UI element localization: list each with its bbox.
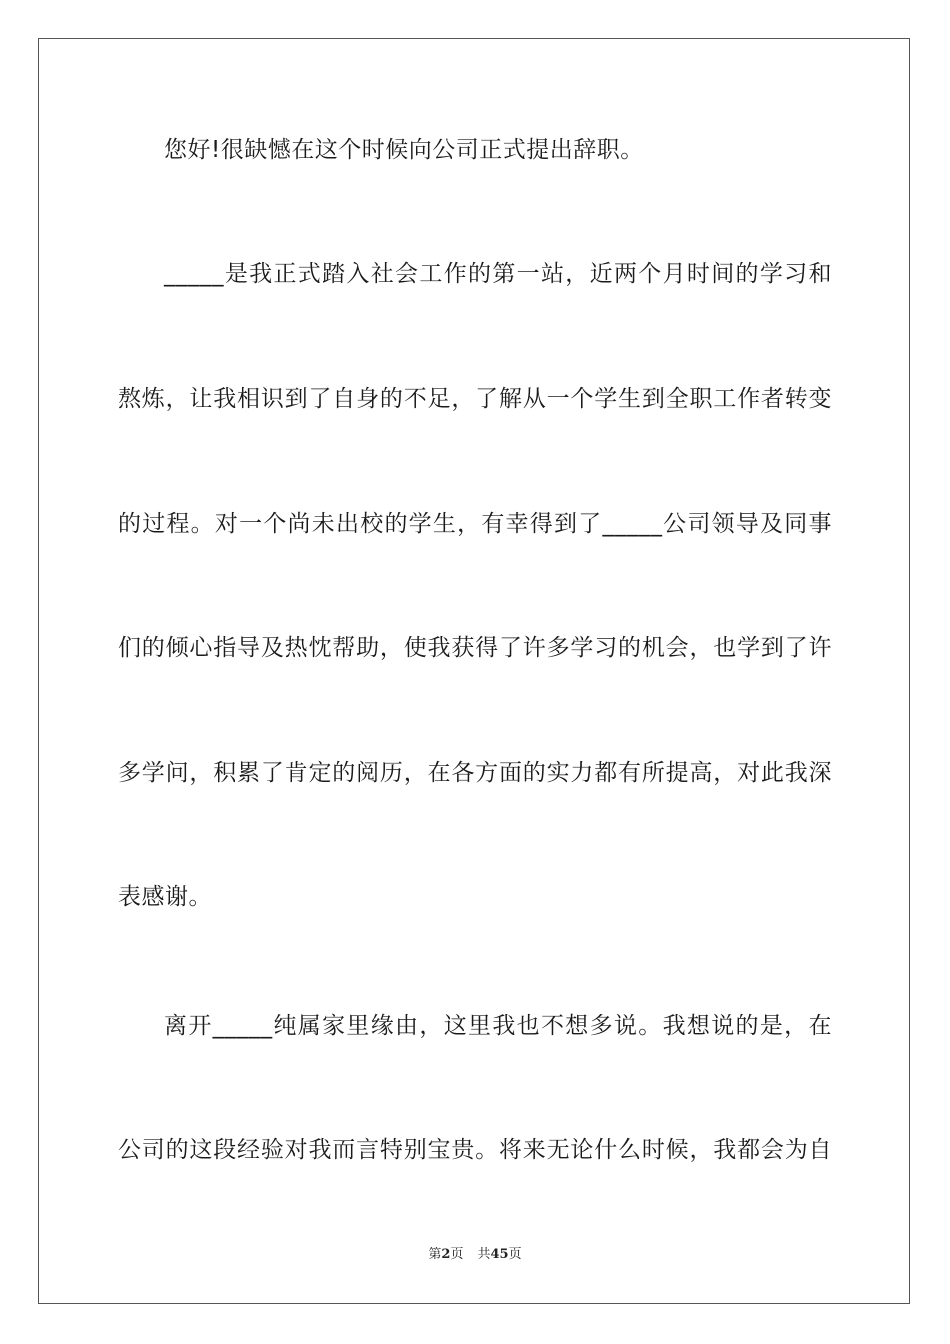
total-page-number: 45 bbox=[490, 1247, 509, 1262]
total-suffix: 页 bbox=[508, 1247, 522, 1262]
paragraph-line-6: 多学问，积累了肯定的阅历，在各方面的实力都有所提高，对此我深 bbox=[118, 760, 832, 786]
total-prefix: 共 bbox=[477, 1247, 491, 1262]
paragraph-line-3: 熬炼，让我相识到了自身的不足，了解从一个学生到全职工作者转变 bbox=[118, 386, 832, 412]
paragraph-line-9: 公司的这段经验对我而言特别宝贵。将来无论什么时候，我都会为自 bbox=[118, 1137, 832, 1163]
page-footer bbox=[0, 1246, 950, 1264]
paragraph-line-2: _____是我正式踏入社会工作的第一站，近两个月时间的学习和 bbox=[164, 261, 832, 287]
paragraph-line-1: 您好!很缺憾在这个时候向公司正式提出辞职。 bbox=[164, 137, 644, 163]
page-suffix: 页 bbox=[450, 1247, 464, 1262]
current-page-number: 2 bbox=[441, 1247, 451, 1262]
paragraph-line-4: 的过程。对一个尚未出校的学生，有幸得到了_____公司领导及同事 bbox=[118, 511, 832, 537]
paragraph-line-7: 表感谢。 bbox=[118, 884, 212, 910]
page-frame bbox=[38, 38, 910, 1304]
paragraph-line-8: 离开_____纯属家里缘由，这里我也不想多说。我想说的是，在 bbox=[164, 1013, 832, 1039]
page-prefix: 第 bbox=[428, 1247, 442, 1262]
paragraph-line-5: 们的倾心指导及热忱帮助，使我获得了许多学习的机会，也学到了许 bbox=[118, 635, 832, 661]
